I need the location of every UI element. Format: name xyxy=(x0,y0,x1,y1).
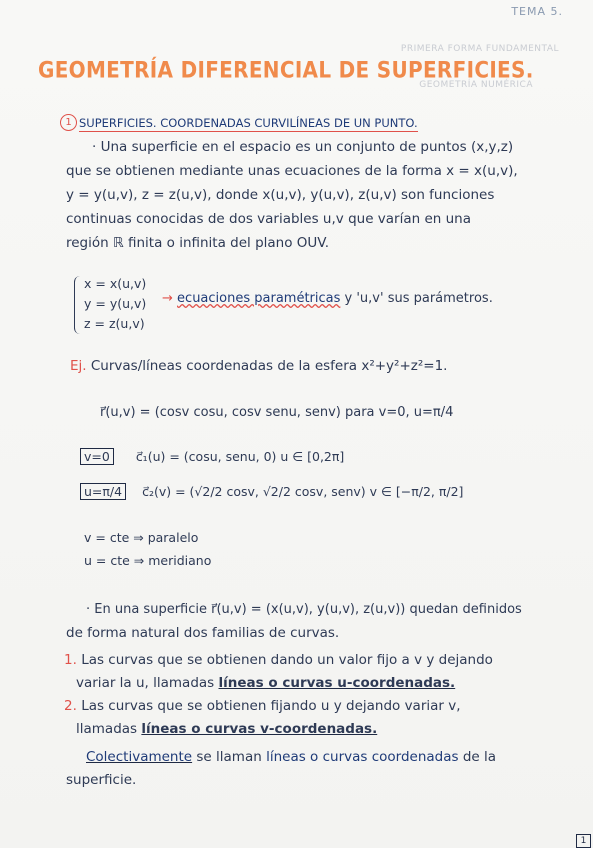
curve-two: c⃗₂(v) = (√2/2 cosv, √2/2 cosv, senv) v ∈ [−π/2, π/2] xyxy=(142,484,464,499)
curve-one: c⃗₁(u) = (cosu, senu, 0) u ∈ [0,2π] xyxy=(135,449,345,464)
page-title: GEOMETRÍA DIFERENCIAL DE SUPERFICIES. xyxy=(38,56,534,83)
example-line xyxy=(70,358,447,374)
equation-z: z = z(u,v) xyxy=(84,316,145,331)
family-item-1 xyxy=(64,652,493,668)
example-text: Curvas/líneas coordenadas de la esfera x²+y²+z²=1. xyxy=(90,358,448,374)
intro-line: y = y(u,v), z = z(u,v), donde x(u,v), y(u,v), z(u,v) son funciones xyxy=(66,187,495,203)
families-intro: de forma natural dos familias de curvas. xyxy=(66,625,340,641)
curve-one-line xyxy=(80,449,344,464)
section-title: SUPERFICIES. COORDENADAS CURVILÍNEAS DE UN PUNTO. xyxy=(79,115,418,130)
note-parallel: v = cte ⇒ paralelo xyxy=(84,530,199,545)
intro-line: región ℝ finita o infinita del plano OUV. xyxy=(66,235,330,251)
families-intro: · En una superficie r⃗(u,v) = (x(u,v), y(u,v), z(u,v)) quedan definidos xyxy=(86,602,522,617)
bleed-through-text: GEOMETRÍA NUMÉRICA xyxy=(419,80,533,90)
section-number: 1 xyxy=(60,114,77,131)
bleed-through-text: PRIMERA FORMA FUNDAMENTAL xyxy=(400,44,559,54)
example-prefix: Ej. xyxy=(70,358,87,374)
section-heading xyxy=(60,114,418,131)
parametric-note xyxy=(162,291,493,306)
collective-line-end: superficie. xyxy=(66,772,137,788)
system-brace xyxy=(74,276,83,334)
intro-line: que se obtienen mediante unas ecuaciones de la forma x = x(u,v), xyxy=(66,163,518,179)
item-text: Las curvas que se obtienen fijando u y dejando variar v, xyxy=(81,698,461,714)
parametric-label: ecuaciones paramétricas xyxy=(177,291,341,306)
item-number: 2. xyxy=(64,698,77,714)
equation-x: x = x(u,v) xyxy=(84,276,147,291)
topic-label: TEMA 5. xyxy=(511,5,563,18)
parametrization: r⃗(u,v) = (cosv cosu, cosv senu, senv) para v=0, u=π/4 xyxy=(100,405,454,420)
collective-line xyxy=(86,749,496,765)
item-text: variar la u, llamadas xyxy=(76,675,215,691)
collective-term: Colectivamente xyxy=(86,749,193,765)
page-number: 1 xyxy=(576,834,591,848)
condition-box: v=0 xyxy=(80,448,114,465)
collective-text: se llaman xyxy=(196,749,262,765)
arrow-icon: → xyxy=(162,291,173,306)
condition-box: u=π/4 xyxy=(80,483,126,500)
equation-y: y = y(u,v) xyxy=(84,296,147,311)
parametric-tail: y 'u,v' sus parámetros. xyxy=(344,291,493,306)
note-meridian: u = cte ⇒ meridiano xyxy=(84,553,212,568)
intro-line: continuas conocidas de dos variables u,v que varían en una xyxy=(66,211,472,227)
family-item-2-cont xyxy=(76,721,377,737)
item-number: 1. xyxy=(64,652,77,668)
intro-line: · Una superficie en el espacio es un conjunto de puntos (x,y,z) xyxy=(92,139,514,155)
family-item-2 xyxy=(64,698,461,714)
item-text: llamadas xyxy=(76,721,138,737)
item-text: Las curvas que se obtienen dando un valor fijo a v y dejando xyxy=(81,652,493,668)
curve-two-line xyxy=(80,484,463,499)
family-item-1-cont xyxy=(76,675,455,691)
coordinate-lines-term: líneas o curvas coordenadas xyxy=(266,749,459,765)
u-coordinate-term: líneas o curvas u-coordenadas. xyxy=(218,675,456,691)
v-coordinate-term: líneas o curvas v-coordenadas. xyxy=(141,721,378,737)
collective-text: de la xyxy=(462,749,497,765)
